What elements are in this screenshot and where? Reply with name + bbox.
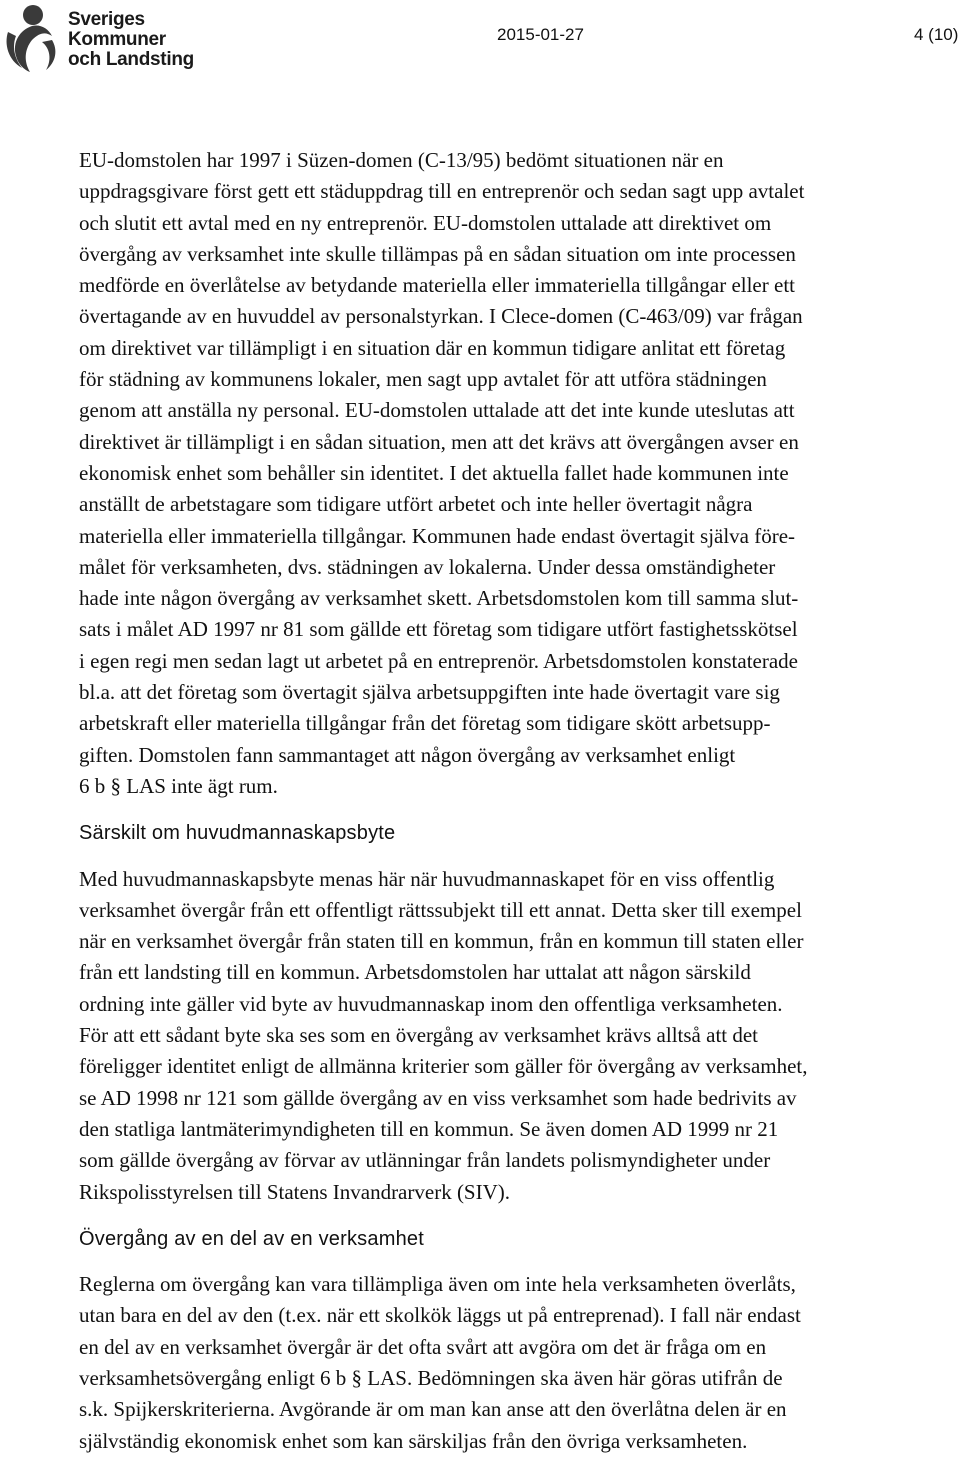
text-line: om direktivet var tillämpligt i en situation där en kommun tidigare anlitat ett företag	[79, 335, 786, 360]
text-line: direktivet är tillämpligt i en sådan situation, men att det krävs att övergången avser en	[79, 429, 799, 454]
text-line: anställt de arbetstagare som tidigare utfört arbetet och inte heller övertagit några	[79, 492, 753, 517]
text-line: uppdragsgivare först gett ett städuppdrag till en entreprenör och sedan sagt upp avtalet	[79, 179, 805, 204]
text-line: 6 b § LAS inte ägt rum.	[79, 773, 278, 798]
paragraph-del-av-verksamhet	[79, 1269, 959, 1457]
text-line: bl.a. att det företag som övertagit själva arbetsuppgiften inte hade övertagit vare sig	[79, 680, 780, 705]
text-line: arbetskraft eller materiella tillgångar från det företag som tidigare skött arbetsupp-	[79, 711, 771, 736]
text-line: övertagande av en huvuddel av personalstyrkan. I Clece-domen (C-463/09) var frågan	[79, 304, 803, 329]
text-line: utan bara en del av den (t.ex. när ett skolkök läggs ut på entreprenad). I fall när endast	[79, 1303, 801, 1328]
logo-wordmark	[68, 10, 194, 70]
logo-line-3: och Landsting	[68, 49, 194, 70]
text-line: den statliga lantmäterimyndigheten till en kommun. Se även domen AD 1999 nr 21	[79, 1116, 779, 1141]
section-heading-del-av-verksamhet: Övergång av en del av en verksamhet	[79, 1227, 424, 1250]
text-line: Reglerna om övergång kan vara tillämpliga även om inte hela verksamheten överlåts,	[79, 1272, 796, 1297]
text-line: se AD 1998 nr 121 som gällde övergång av en viss verksamhet som hade bedrivits av	[79, 1085, 797, 1110]
text-line: självständig ekonomisk enhet som kan särskiljas från den övriga verksamheten.	[79, 1428, 748, 1453]
text-line: Med huvudmannaskapsbyte menas här när huvudmannaskapet för en viss offentlig	[79, 866, 775, 891]
text-line: EU-domstolen har 1997 i Süzen-domen (C-13/95) bedömt situationen när en	[79, 148, 724, 172]
text-line: föreligger identitet enligt de allmänna kriterier som gäller för övergång av verksamhet,	[79, 1054, 808, 1079]
text-line: materiella eller immateriella tillgångar. Kommunen hade endast övertagit själva före-	[79, 523, 796, 548]
text-line: hade inte någon övergång av verksamhet skett. Arbetsdomstolen kom till samma slut-	[79, 586, 799, 611]
text-line: målet för verksamheten, dvs. städningen av lokalerna. Under dessa omständigheter	[79, 554, 776, 579]
text-line: när en verksamhet övergår från staten till en kommun, från en kommun till staten eller	[79, 929, 804, 954]
text-line: från ett landsting till en kommun. Arbetsdomstolen har uttalat att någon särskild	[79, 960, 751, 985]
document-date: 2015-01-27	[497, 25, 584, 44]
text-line: medförde en överlåtelse av betydande materiella eller immateriella tillgångar eller ett	[79, 273, 795, 298]
text-line: genom att anställa ny personal. EU-domstolen uttalade att det inte kunde uteslutas att	[79, 398, 795, 423]
paragraph-suzen-clece	[79, 145, 959, 802]
section-heading-huvudmannaskapsbyte: Särskilt om huvudmannaskapsbyte	[79, 822, 396, 845]
text-line: s.k. Spijkerskriterierna. Avgörande är om man kan anse att den överlåtna delen är en	[79, 1397, 787, 1422]
paragraph-huvudmannaskapsbyte	[79, 864, 959, 1208]
text-line: för städning av kommunens lokaler, men sagt upp avtalet för att utföra städningen	[79, 367, 767, 392]
text-line: som gällde övergång av förvar av utlänningar från landets polismyndigheter under	[79, 1148, 771, 1173]
text-line: ekonomisk enhet som behåller sin identitet. I det aktuella fallet hade kommunen inte	[79, 460, 789, 485]
text-line: verksamhetsövergång enligt 6 b § LAS. Bedömningen ska även här göras utifrån de	[79, 1365, 783, 1390]
logo-line-2: Kommuner	[68, 29, 166, 50]
document-body	[79, 145, 959, 1457]
text-line: och slutit ett avtal med en ny entreprenör. EU-domstolen uttalade att direktivet om	[79, 210, 772, 235]
text-line: övergång av verksamhet inte skulle tillämpas på en sådan situation om inte processen	[79, 241, 796, 266]
text-line: ordning inte gäller vid byte av huvudmannaskap inom den offentliga verksamheten.	[79, 991, 783, 1016]
text-line: giften. Domstolen fann sammantaget att någon övergång av verksamhet enligt	[79, 742, 736, 767]
text-line: sats i målet AD 1997 nr 81 som gällde ett företag som tidigare utfört fastighetsskötsel	[79, 617, 798, 642]
organization-logo	[2, 2, 194, 74]
text-line: Rikspolisstyrelsen till Statens Invandrarverk (SIV).	[79, 1179, 511, 1204]
text-line: en del av en verksamhet övergår är det ofta svårt att avgöra om det är fråga om en	[79, 1334, 767, 1359]
logo-line-1: Sveriges	[68, 9, 145, 30]
page-number: 4 (10)	[914, 25, 959, 44]
logo-emblem-icon	[2, 2, 62, 74]
text-line: verksamhet övergår från ett offentligt rättssubjekt till ett annat. Detta sker till exempel	[79, 897, 802, 922]
text-line: För att ett sådant byte ska ses som en övergång av verksamhet krävs alltså att det	[79, 1023, 759, 1048]
text-line: i egen regi men sedan lagt ut arbetet på en entreprenör. Arbetsdomstolen konstaterade	[79, 648, 798, 673]
